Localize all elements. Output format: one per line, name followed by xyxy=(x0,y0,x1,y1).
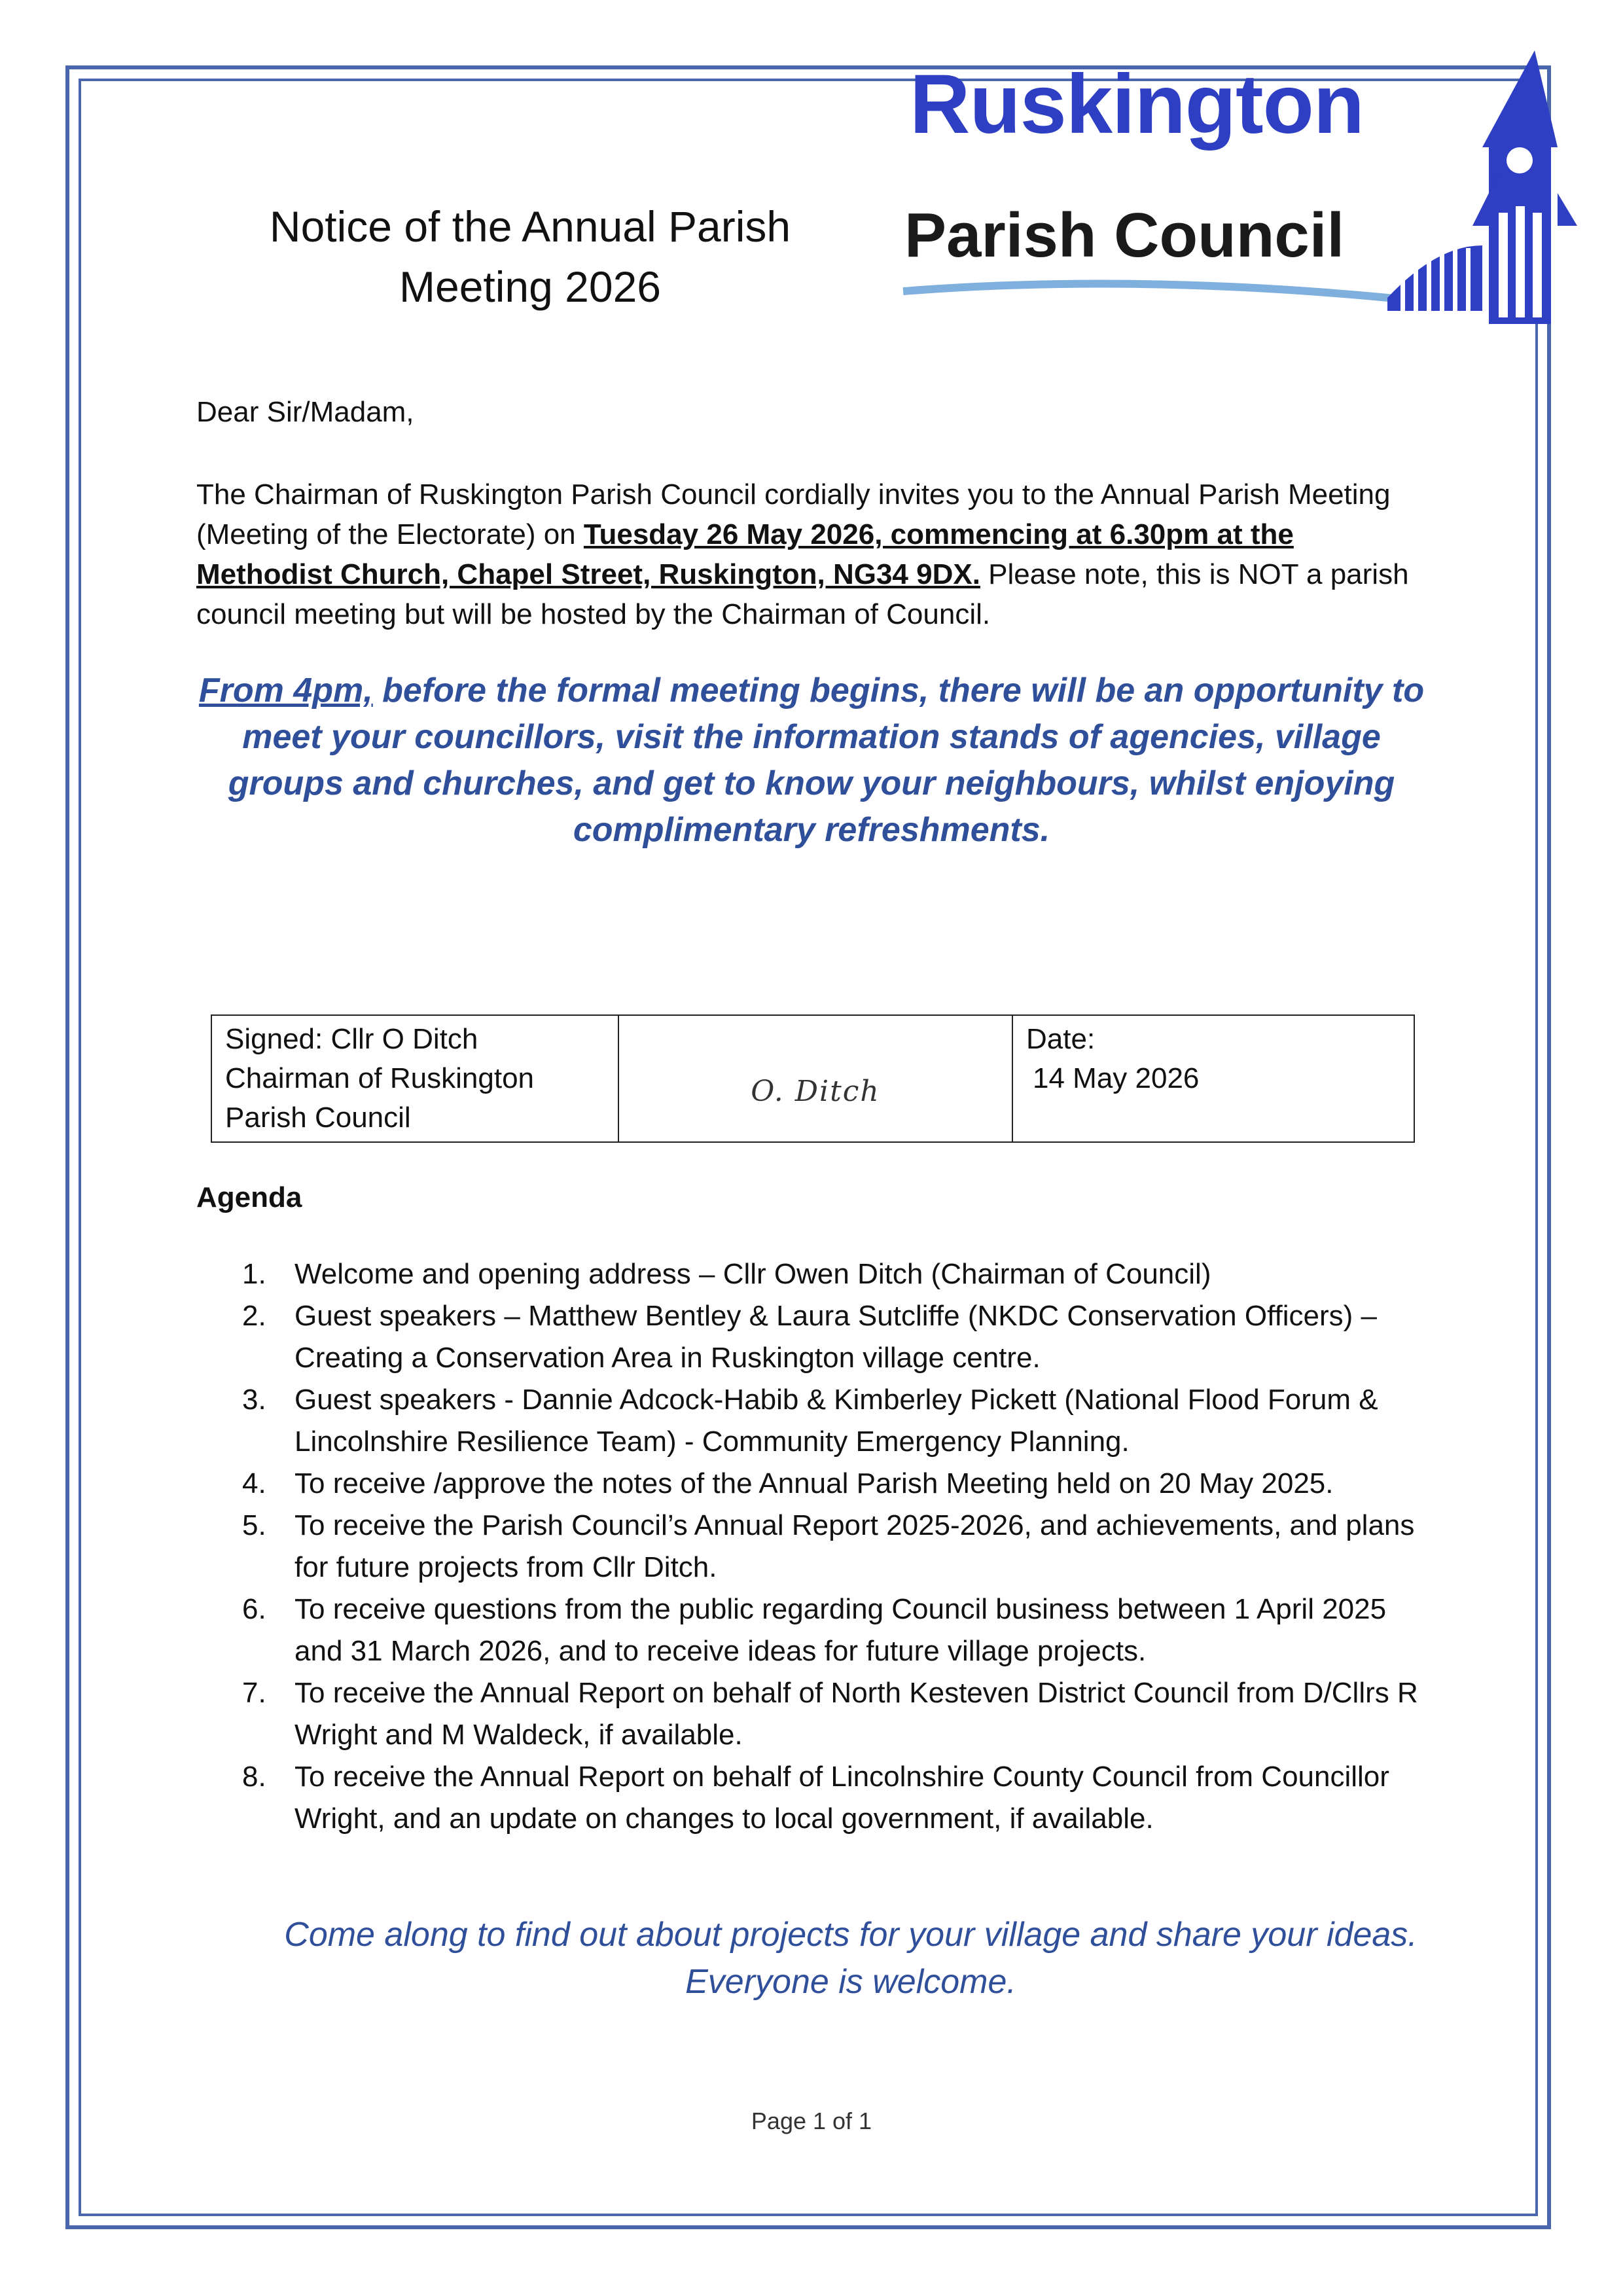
title-line-2: Meeting 2026 xyxy=(399,262,661,311)
agenda-list xyxy=(196,1253,1440,1840)
agenda-item xyxy=(196,1253,1440,1295)
signed-by-cell xyxy=(211,1015,618,1142)
agenda-item-text: Guest speakers – Matthew Bentley & Laura Sutcliffe (NKDC Conservation Officers) – Creating a Conservation Area in Ruskington village centre. xyxy=(294,1300,1377,1374)
agenda-item xyxy=(196,1756,1440,1840)
agenda-item-number: 3. xyxy=(242,1384,266,1416)
agenda-item xyxy=(196,1672,1440,1756)
agenda-item-number: 8. xyxy=(242,1761,266,1793)
signature: O. Ditch xyxy=(751,1075,880,1108)
council-logo xyxy=(890,49,1577,324)
invitation-paragraph xyxy=(196,475,1427,634)
signed-line-3: Parish Council xyxy=(225,1102,411,1134)
signed-line-2: Chairman of Ruskington xyxy=(225,1062,535,1094)
agenda-item xyxy=(196,1379,1440,1463)
date-value: 14 May 2026 xyxy=(1033,1062,1200,1094)
agenda-heading: Agenda xyxy=(196,1181,302,1213)
signature-table xyxy=(211,1014,1415,1143)
agenda-item-text: To receive the Annual Report on behalf of North Kesteven District Council from D/Cllrs R Wright and M Waldeck, if available. xyxy=(294,1677,1418,1751)
signed-line-1: Signed: Cllr O Ditch xyxy=(225,1023,478,1055)
agenda-item-text: Welcome and opening address – Cllr Owen Ditch (Chairman of Council) xyxy=(294,1258,1211,1290)
page-title xyxy=(216,196,844,317)
date-cell xyxy=(1012,1015,1414,1142)
agenda-item-text: To receive questions from the public regarding Council business between 1 April 2025 and 31 March 2026, and to receive ideas for future village projects. xyxy=(294,1593,1387,1667)
date-label: Date: xyxy=(1026,1023,1096,1055)
intro-note: Please note, this is NOT a parish council meeting but will be hosted by the Chairman of Council. xyxy=(196,558,1409,630)
agenda-item-number: 2. xyxy=(242,1300,266,1332)
agenda-item xyxy=(196,1505,1440,1588)
closing-message xyxy=(275,1911,1427,2005)
salutation: Dear Sir/Madam, xyxy=(196,396,414,428)
agenda-item-text: To receive /approve the notes of the Annual Parish Meeting held on 20 May 2025. xyxy=(294,1467,1334,1499)
logo-name: Ruskington xyxy=(910,58,1364,151)
agenda-item-number: 1. xyxy=(242,1258,266,1290)
agenda-item xyxy=(196,1295,1440,1379)
agenda-item-text: Guest speakers - Dannie Adcock-Habib & Kimberley Pickett (National Flood Forum & Lincolnshire Resilience Team) - Community Emergency Planning. xyxy=(294,1384,1378,1458)
intro-text: The Chairman of Ruskington Parish Council cordially invites you to the Annual Parish Meeting (Meeting of the Electorate) on xyxy=(196,478,1391,550)
closing-line-2: Everyone is welcome. xyxy=(685,1963,1016,2001)
agenda-item-number: 5. xyxy=(242,1509,266,1541)
page-footer: Page 1 of 1 xyxy=(751,2108,872,2134)
agenda-item xyxy=(196,1588,1440,1672)
meeting-details: Tuesday 26 May 2026, commencing at 6.30pm at the Methodist Church, Chapel Street, Ruskington, NG34 9DX. xyxy=(196,518,1294,590)
agenda-item-number: 4. xyxy=(242,1467,266,1499)
closing-line-1: Come along to find out about projects for your village and share your ideas. xyxy=(284,1916,1418,1954)
agenda-item-text: To receive the Parish Council’s Annual Report 2025-2026, and achievements, and plans for future projects from Cllr Ditch. xyxy=(294,1509,1415,1583)
agenda-item xyxy=(196,1463,1440,1505)
agenda-item-number: 7. xyxy=(242,1677,266,1709)
signature-cell xyxy=(618,1015,1012,1142)
agenda-item-number: 6. xyxy=(242,1593,266,1625)
title-line-1: Notice of the Annual Parish xyxy=(269,202,791,251)
pre-meeting-highlight xyxy=(190,668,1433,853)
highlight-text: before the formal meeting begins, there will be an opportunity to meet your councillors, visit the information stands of agencies, village groups and churches, and get to know your neighbours, whilst enjoying complimentary refreshments. xyxy=(228,672,1425,849)
agenda-item-text: To receive the Annual Report on behalf of Lincolnshire County Council from Councillor Wright, and an update on changes to local government, if available. xyxy=(294,1761,1389,1835)
highlight-time: From 4pm, xyxy=(198,672,373,709)
logo-subtitle: Parish Council xyxy=(904,200,1345,270)
